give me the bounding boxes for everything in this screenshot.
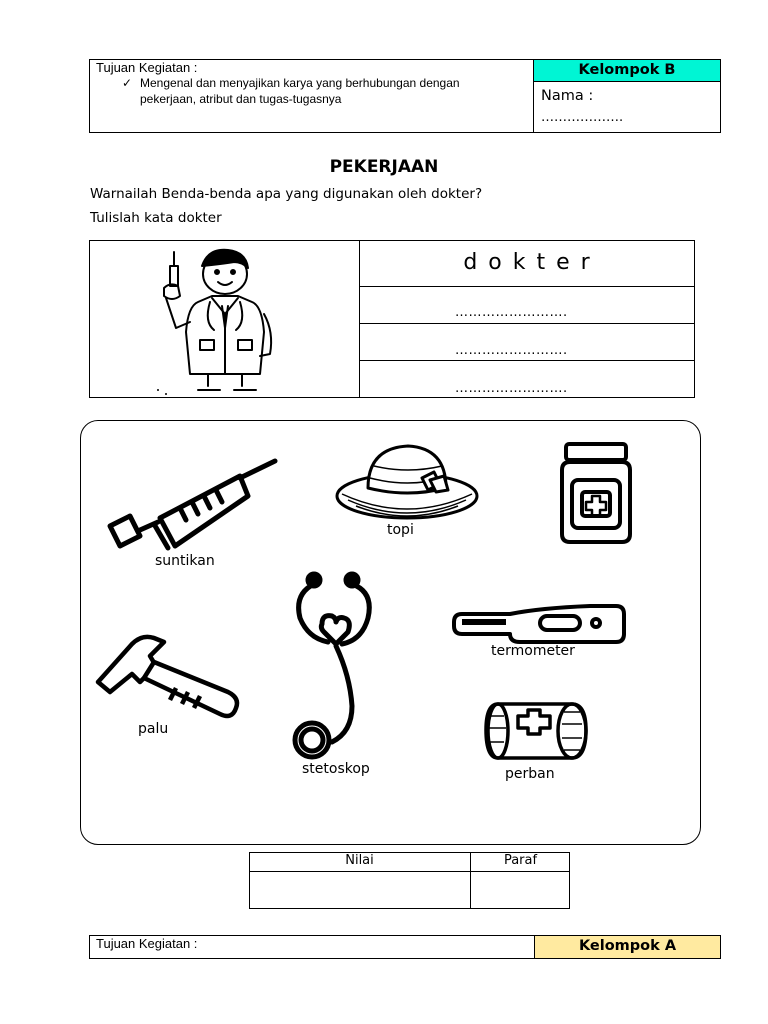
check-icon: ✓ <box>122 76 133 90</box>
label-suntikan: suntikan <box>155 553 215 569</box>
medicine-bottle-icon[interactable] <box>552 440 640 544</box>
page-title: PEKERJAAN <box>329 157 439 177</box>
write-line-2[interactable]: ……………………. <box>455 343 568 358</box>
hat-icon[interactable] <box>334 444 480 524</box>
word-dokter: d o k t e r <box>463 250 592 275</box>
row-line-1 <box>359 286 695 287</box>
nama-field[interactable]: ………………. <box>541 110 624 125</box>
nama-label: Nama : <box>541 88 594 104</box>
row-line-3 <box>359 360 695 361</box>
kelompok-b-badge <box>534 60 720 82</box>
paraf-cell[interactable] <box>471 872 569 908</box>
label-topi: topi <box>387 522 414 538</box>
nilai-cell[interactable] <box>250 872 469 908</box>
instruction-write: Tulislah kata dokter <box>90 210 222 226</box>
hammer-icon[interactable] <box>92 634 240 726</box>
doctor-illustration <box>150 244 290 396</box>
syringe-icon[interactable] <box>100 458 280 558</box>
label-perban: perban <box>505 766 555 782</box>
label-palu: palu <box>138 721 169 737</box>
paraf-header: Paraf <box>503 853 538 868</box>
row-line-2 <box>359 323 695 324</box>
tujuan-item-line2: pekerjaan, atribut dan tugas-tugasnya <box>140 92 342 106</box>
thermometer-icon[interactable] <box>450 602 628 644</box>
label-stetoskop: stetoskop <box>302 761 370 777</box>
write-line-3[interactable]: ……………………. <box>455 381 568 396</box>
tujuan-label: Tujuan Kegiatan : <box>96 60 198 75</box>
kelompok-b-label: Kelompok B <box>578 62 676 78</box>
instruction-color: Warnailah Benda-benda apa yang digunakan oleh dokter? <box>90 186 483 202</box>
footer-tujuan-label: Tujuan Kegiatan : <box>96 936 198 951</box>
label-termometer: termometer <box>491 643 575 659</box>
tujuan-item-line1: Mengenal dan menyajikan karya yang berhubungan dengan <box>140 76 460 90</box>
write-line-1[interactable]: ……………………. <box>455 305 568 320</box>
bandage-icon[interactable] <box>484 698 588 764</box>
kelompok-a-badge <box>534 936 720 958</box>
kelompok-a-label: Kelompok A <box>578 938 677 954</box>
nilai-header: Nilai <box>345 853 374 868</box>
stethoscope-icon[interactable] <box>288 572 388 768</box>
